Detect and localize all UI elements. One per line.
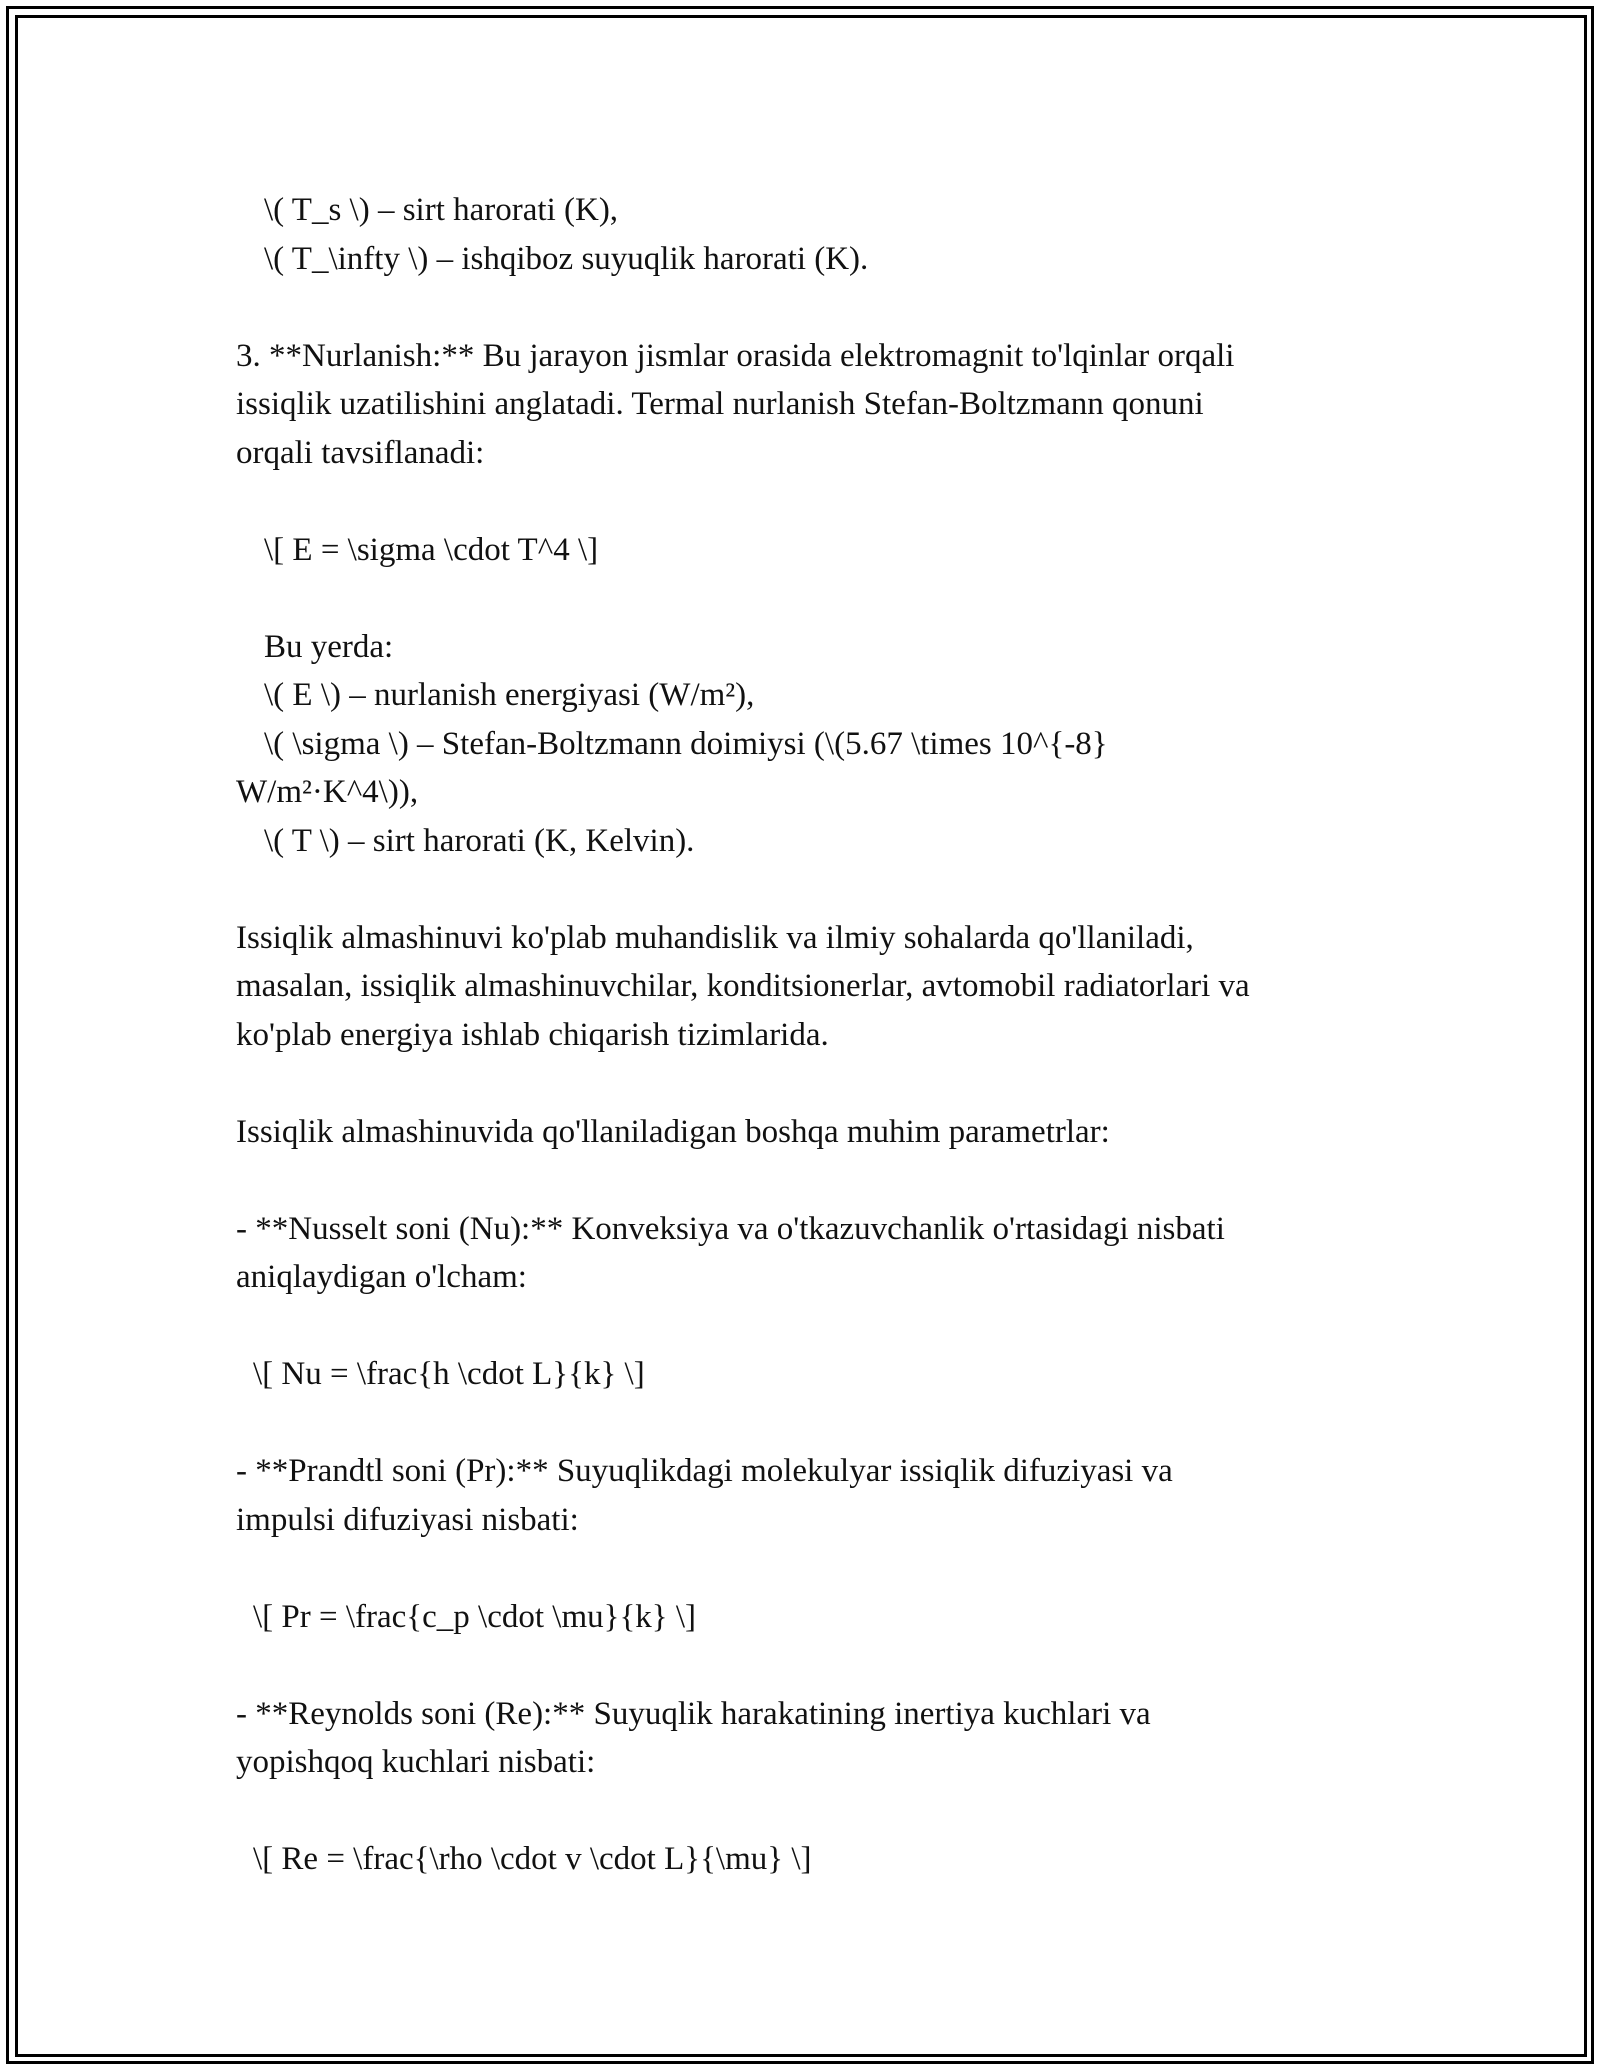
- text-line: - **Prandtl soni (Pr):** Suyuqlikdagi molekulyar issiqlik difuziyasi va: [236, 1453, 1173, 1489]
- text-line: impulsi difuziyasi nisbati:: [236, 1501, 579, 1538]
- blank-line: [236, 574, 1376, 623]
- text-line: ko'plab energiya ishlab chiqarish tizimlarida.: [236, 1016, 829, 1053]
- text-line: \( E \) – nurlanish energiyasi (W/m²),: [264, 677, 755, 713]
- equation-line: \[ Nu = \frac{h \cdot L}{k} \]: [253, 1356, 645, 1392]
- text-line: \( T_s \) – sirt harorati (K),: [264, 192, 619, 228]
- text-line: - **Nusselt soni (Nu):** Konveksiya va o'tkazuvchanlik o'rtasidagi nisbati: [236, 1210, 1225, 1247]
- text-line: \( T_\infty \) – ishqiboz suyuqlik harorati (K).: [264, 240, 869, 277]
- blank-line: [236, 1399, 1376, 1448]
- blank-line: [236, 1059, 1376, 1108]
- text-line: aniqlaydigan o'lcham:: [236, 1259, 527, 1295]
- blank-line: [236, 477, 1376, 526]
- blank-line: [236, 1787, 1376, 1836]
- blank-line: [236, 1156, 1376, 1205]
- blank-line: [236, 1302, 1376, 1351]
- text-line: \( T \) – sirt harorati (K, Kelvin).: [264, 822, 695, 859]
- equation-line: \[ E = \sigma \cdot T^4 \]: [264, 531, 599, 568]
- text-line: W/m²·K^4\)),: [236, 774, 419, 810]
- text-line: orqali tavsiflanadi:: [236, 434, 485, 471]
- text-line: Bu yerda:: [264, 628, 394, 665]
- text-line: yopishqoq kuchlari nisbati:: [236, 1744, 596, 1780]
- text-line: Issiqlik almashinuvi ko'plab muhandislik va ilmiy sohalarda qo'llaniladi,: [236, 919, 1194, 956]
- text-line: \( \sigma \) – Stefan-Boltzmann doimiysi (\(5.67 \times 10^{-8}: [264, 725, 1108, 762]
- blank-line: [236, 1641, 1376, 1690]
- blank-line: [236, 283, 1376, 332]
- equation-line: \[ Re = \frac{\rho \cdot v \cdot L}{\mu} \]: [253, 1841, 812, 1877]
- blank-line: [236, 1544, 1376, 1593]
- text-line: Issiqlik almashinuvida qo'llaniladigan boshqa muhim parametrlar:: [236, 1113, 1110, 1150]
- equation-line: \[ Pr = \frac{c_p \cdot \mu}{k} \]: [253, 1598, 697, 1635]
- text-line: masalan, issiqlik almashinuvchilar, konditsionerlar, avtomobil radiatorlari va: [236, 968, 1250, 1004]
- text-line: 3. **Nurlanish:** Bu jarayon jismlar orasida elektromagnit to'lqinlar orqali: [236, 337, 1235, 374]
- text-line: - **Reynolds soni (Re):** Suyuqlik harakatining inertiya kuchlari va: [236, 1695, 1151, 1732]
- blank-line: [236, 865, 1376, 914]
- document-body: [236, 186, 1376, 1884]
- text-line: issiqlik uzatilishini anglatadi. Termal nurlanish Stefan-Boltzmann qonuni: [236, 386, 1204, 422]
